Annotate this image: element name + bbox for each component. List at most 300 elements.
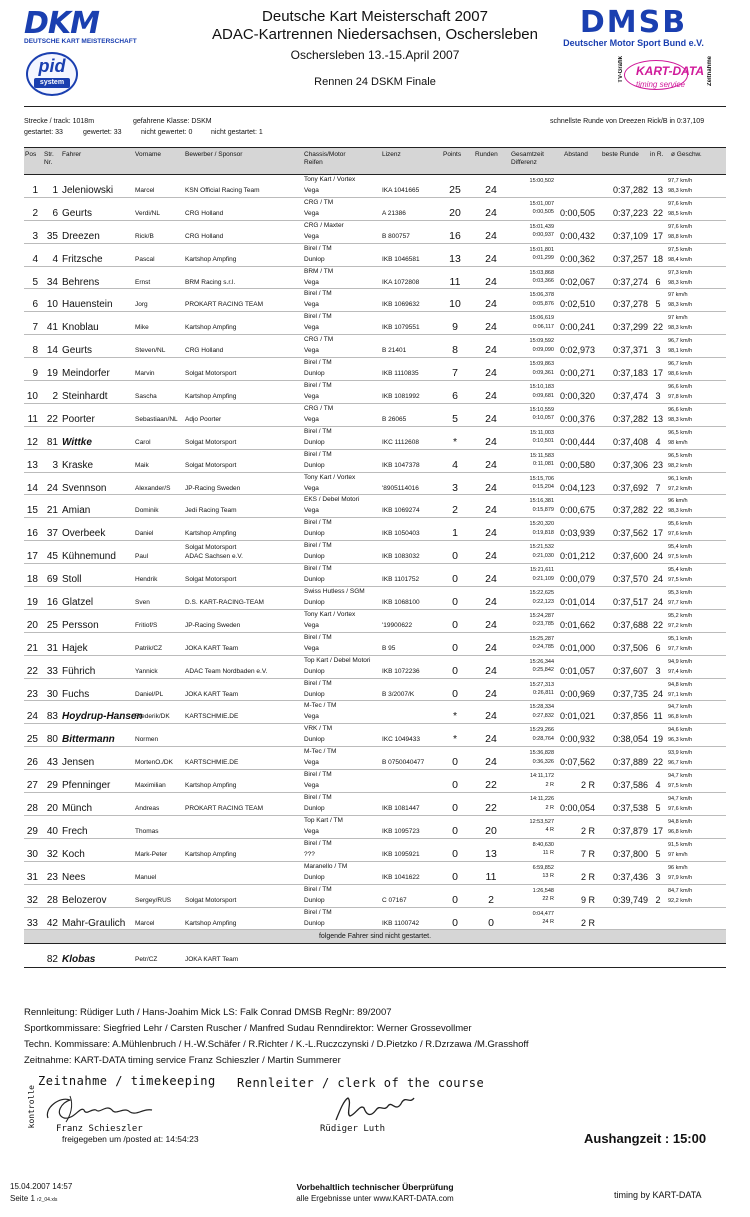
result-row [24,175,726,198]
row-first-name: Andreas [135,805,160,813]
row-driver-name: Pfenninger [62,780,111,792]
row-total-time [510,818,554,835]
row-start-number: 23 [46,871,58,883]
row-total-time-value: 15:01,439 [529,223,554,230]
row-speed-avg: 93,9 km/h [668,750,693,757]
row-gap: 0:01,662 [559,619,595,630]
row-chassis-engine: Top Kart / TM [304,816,343,824]
row-total-time [510,291,554,308]
row-speed-avg: 97,3 km/h [668,269,693,276]
row-best-lap-number: 13 [652,413,663,424]
row-position: 3 [32,230,38,242]
row-license: A 21386 [382,209,406,217]
row-speeds [668,451,722,471]
row-points: 1 [452,527,458,540]
row-laps: 24 [485,390,497,403]
row-start-number: 2 [52,391,58,403]
row-best-lap: 0:37,607 [612,665,648,676]
result-row [24,885,726,908]
result-row [24,610,726,633]
row-best-lap-number: 5 [655,803,661,814]
row-best-lap-number: 3 [655,871,661,882]
row-first-name: Alexander/S [135,484,171,492]
row-best-lap: 0:37,856 [612,711,648,722]
row-team: KSN Official Racing Team [185,187,260,194]
row-best-lap-number: 4 [655,780,661,791]
row-total-time [510,681,554,698]
row-chassis-engine: Birel / TM [304,565,332,573]
row-speeds [668,313,722,333]
row-best-lap-number: 22 [652,505,663,516]
row-speed-avg: 84,7 km/h [668,887,693,894]
row-driver-name: Meindorfer [62,368,110,380]
row-points: * [452,710,458,723]
class-driven: gefahrene Klasse: DSKM [133,118,212,125]
row-speed-avg: 94,7 km/h [668,704,693,711]
row-position: 18 [26,574,38,586]
row-chassis-engine: Birel / TM [304,244,332,252]
row-laps: 24 [485,641,497,654]
row-laps: 24 [485,573,497,586]
row-position: 22 [26,665,38,677]
row-team: KARTSCHMIE.DE [185,759,239,767]
row-difference: 0:23,785 [532,621,554,628]
row-chassis-engine: Birel / TM [304,313,332,321]
row-speed-best: 98,3 km/h [668,279,693,286]
row-first-name: Daniel [135,530,154,538]
footer-results-link[interactable]: alle Ergebnisse unter www.KART-DATA.com [296,1194,454,1203]
row-speed-best: 98,3 km/h [668,188,693,194]
row-team: Solgat Motorsport [185,576,237,584]
row-driver-name: Hajek [62,642,88,654]
row-position: 19 [26,597,38,609]
row-total-time-value: 15:15,706 [529,475,554,482]
row-driver-name: Jensen [62,757,95,769]
row-difference: 0:22,123 [532,598,554,605]
row-license: B 95 [382,644,396,652]
row-first-name: Sergey/RUS [135,896,172,904]
row-total-time [510,887,554,904]
row-chassis-engine: Birel / TM [304,519,332,527]
row-difference: 0:27,832 [532,712,554,719]
row-speed-avg: 94,7 km/h [668,773,693,780]
row-position: 17 [26,551,38,563]
row-driver-name: Koch [62,848,85,860]
row-speeds [668,840,722,860]
row-points: 0 [452,756,458,769]
row-team: CRG Holland [185,232,224,240]
row-gap: 0:00,432 [559,230,595,241]
col-gesamtzeit: Gesamtzeit Differenz [511,151,544,166]
row-license: IKB 1069274 [382,507,420,515]
row-laps: 24 [485,687,497,700]
row-laps: 24 [485,298,497,311]
row-difference: 0:11,081 [532,461,554,468]
row-tires: Dunlop [304,919,325,927]
row-laps: 24 [485,710,497,723]
row-chassis-engine: M-Tec / TM [304,702,337,710]
row-driver-name: Fuchs [62,688,90,700]
result-row [24,541,726,564]
row-tires: Vega [304,209,319,217]
row-laps: 20 [485,824,497,837]
row-best-lap-number: 22 [652,757,663,768]
row-best-lap-number: 7 [655,482,661,493]
row-tires: Dunlop [304,461,325,469]
row-chassis-engine: Birel / TM [304,382,332,390]
row-best-lap-number: 17 [652,230,663,241]
row-gap: 0:00,580 [559,459,595,470]
row-position: 10 [26,391,38,403]
kart-data-logo [618,54,713,96]
row-total-time [510,383,554,400]
row-tires: Vega [304,415,319,423]
row-total-time [510,795,554,812]
row-team: JP-Racing Sweden [185,621,241,629]
officials-stewards: Sportkommissare: Siegfried Lehr / Carsten Ruscher / Manfred Sudau Renndirektor: Werner Grossevollmer [24,1023,472,1034]
row-position: 16 [26,528,38,540]
row-best-lap-number: 24 [652,597,663,608]
row-chassis-engine: Birel / TM [304,885,332,893]
row-chassis-engine: CRG / TM [304,336,334,344]
row-gap: 9 R [580,894,595,905]
row-speed-avg: 95,4 km/h [668,544,693,551]
result-row [24,564,726,587]
row-driver-name: Jeleniowski [62,185,114,196]
row-tires: ??? [304,850,315,858]
row-speed-best: 98 km/h [668,439,688,446]
row-license: IKB 1101752 [382,576,420,584]
row-speed-best: 98,4 km/h [668,256,693,263]
row-points: 0 [452,550,458,563]
row-speed-avg: 94,6 km/h [668,727,693,734]
officials-timekeeping: Zeitnahme: KART-DATA timing service Franz Schieszler / Martin Summerer [24,1055,341,1066]
row-speed-best: 97,7 km/h [668,645,693,652]
row-license: C 07167 [382,896,407,904]
result-row [24,312,726,335]
row-total-time [510,360,554,377]
row-first-name: MortenO./DK [135,759,173,767]
row-speeds [668,611,722,631]
result-row [24,404,726,427]
row-start-number: 10 [46,299,58,311]
row-total-time-value: 15:03,868 [529,269,554,276]
row-laps: 0 [488,916,494,929]
fastest-lap: schnellste Runde von Dreezen Rick/B in 0:37,109 [550,118,705,125]
row-total-time-value: 15:16,381 [529,498,554,505]
row-position: 8 [32,345,38,357]
row-chassis-engine: Birel / TM [304,633,332,641]
track-length: Strecke / track: 1018m [24,118,95,125]
result-row [24,244,726,267]
row-license: IKB 1041622 [382,873,420,881]
row-total-time [510,177,554,186]
row-total-time-value: 15:26,344 [529,658,554,665]
event-subtitle: ADAC-Kartrennen Niedersachsen, Oschersleben [212,26,538,43]
row-chassis-engine: VRK / TM [304,725,333,733]
row-difference: 0:06,117 [532,323,554,330]
row-total-time-value: 15:24,287 [529,612,554,619]
row-speed-avg: 91,5 km/h [668,841,693,848]
row-gap: 0:00,362 [559,253,595,264]
row-tires: Dunlop [304,805,325,813]
row-tires: Vega [304,644,319,652]
row-difference: 0:26,811 [532,690,554,697]
row-laps: 24 [485,206,497,219]
row-driver-name: Stoll [62,574,82,586]
row-best-lap: 0:39,749 [612,894,648,905]
row-best-lap: 0:37,517 [612,597,648,608]
row-points: 11 [449,275,461,288]
row-license: B 3/2007/K [382,690,415,698]
row-first-name: Marvin [135,370,155,378]
row-total-time [510,497,554,514]
row-driver-name: Nees [62,871,86,883]
row-driver-name: Bittermann [62,734,115,746]
row-chassis-engine: Birel / TM [304,290,332,298]
row-start-number: 20 [46,803,58,815]
results-table [24,147,726,968]
row-first-name: Pascal [135,255,155,263]
row-laps: 13 [485,847,497,860]
row-total-time-value: 15:11,003 [529,429,554,436]
row-driver-name: Geurts [62,207,93,219]
officials-block [24,1005,724,1069]
row-best-lap-number: 17 [652,825,663,836]
officials-race-control: Rennleitung: Rüdiger Luth / Hans-Joahim Mick LS: Falk Conrad DMSB RegNr: 89/2007 [24,1007,392,1018]
row-driver-name: Steinhardt [62,391,108,403]
row-speeds [668,222,722,242]
row-team: ADAC Team Nordbaden e.V. [185,667,268,675]
row-total-time [510,635,554,652]
row-license: IKB 1081992 [382,393,420,401]
row-total-time [510,910,554,927]
row-start-number: 40 [46,825,58,837]
row-total-time [510,566,554,583]
col-runden: Runden [475,151,498,158]
row-points: 0 [452,596,458,609]
dkm-logo [24,8,144,45]
dmsb-logo-subtitle: Deutscher Motor Sport Bund e.V. [563,38,704,48]
row-difference: 13 R [542,873,554,880]
footer-date: 15.04.2007 14:57 [10,1182,73,1191]
row-points: 3 [452,481,458,494]
row-difference: 0:03,366 [532,278,554,285]
row-speed-avg: 95,2 km/h [668,612,693,619]
result-row [24,770,726,793]
row-speed-avg: 97,7 km/h [668,178,693,184]
row-points: 10 [449,298,461,311]
row-first-name: Mark-Peter [135,850,168,858]
dmsb-logo [546,5,721,48]
result-row [24,633,726,656]
row-license: IKB 1095723 [382,827,420,835]
row-best-lap-number: 5 [655,299,661,310]
dmsb-logo-text: DMSB [579,5,688,40]
row-start-number: 1 [52,185,58,196]
row-start-number: 25 [46,619,58,631]
row-team: Kartshop Ampfing [185,782,237,790]
row-total-time-value: 15:21,532 [529,544,554,551]
row-tires: Vega [304,347,319,355]
row-team: Kartshop Ampfing [185,919,237,927]
row-speeds [668,863,722,883]
row-total-time-value: 8:40,630 [532,841,554,848]
col-in-r: in R. [650,151,664,158]
row-driver-name: Persson [62,619,99,631]
row-start-number: 37 [46,528,58,540]
row-team: PROKART RACING TEAM [185,301,264,309]
row-gap: 0:01,057 [559,665,595,676]
row-team: Kartshop Ampfing [185,255,237,263]
clerk-of-course-title: Rennleiter / clerk of the course [237,1076,485,1090]
row-best-lap-number: 4 [655,436,661,447]
row-driver-name: Hauenstein [62,299,113,311]
row-position: 23 [26,688,38,700]
row-driver-name: Dreezen [62,230,100,242]
row-team: Jedi Racing Team [185,507,237,515]
row-speed-best: 97,5 km/h [668,554,693,561]
row-first-name: Rick/B [135,232,154,240]
row-start-number: 16 [46,597,58,609]
row-best-lap: 0:37,183 [612,368,648,379]
row-points: 0 [452,641,458,654]
row-difference: 0:15,204 [532,484,554,491]
row-first-name: Frederik/DK [135,713,170,721]
row-speed-best: 98,2 km/h [668,462,693,469]
row-points: 0 [452,824,458,837]
row-points: 0 [452,847,458,860]
row-gap: 0:00,932 [559,734,595,745]
row-points: 0 [452,573,458,586]
row-best-lap: 0:37,889 [612,757,648,768]
row-team: Solgat Motorsport [185,438,237,446]
row-speed-avg: 94,9 km/h [668,658,693,665]
row-points: 6 [452,390,458,403]
row-license: IKB 1110835 [382,370,419,378]
row-total-time-value: 15:20,320 [529,521,554,528]
row-best-lap-number: 22 [652,619,663,630]
table-header [24,147,726,175]
row-speeds [668,176,722,196]
row-position: 7 [32,322,38,334]
row-total-time-value: 15:22,625 [529,590,554,597]
row-tires: Vega [304,507,319,515]
row-team: Adjo Poorter [185,415,222,423]
row-first-name: Paul [135,553,149,561]
row-best-lap: 0:37,223 [612,207,648,218]
row-chassis-engine: Tony Kart / Vortex [304,473,356,481]
row-start-number: 24 [46,482,58,494]
row-difference: 4 R [545,827,554,834]
row-best-lap-number: 17 [652,528,663,539]
row-best-lap-number: 11 [653,711,663,722]
footer-file-name: r2_04.xls [37,1197,58,1203]
row-license: IKB 1050403 [382,530,420,538]
row-license: '8905114016 [382,484,419,492]
row-speeds [668,245,722,265]
row-difference: 0:00,505 [532,209,554,216]
row-start-number: 43 [46,757,58,769]
row-tires: Dunlop [304,599,325,607]
row-start-number: 22 [46,413,58,425]
row-driver-name: Belozerov [62,894,107,906]
row-tires: Dunlop [304,667,325,675]
row-position: 9 [32,368,38,380]
row-first-name: Verdi/NL [135,209,160,217]
row-difference: 0:10,057 [532,415,554,422]
row-points: 8 [452,344,458,357]
row-speed-best: 96,7 km/h [668,760,693,767]
zeitnahme-label: Zeitnahme [707,56,713,87]
row-speed-best: 97,5 km/h [668,783,693,790]
row-difference: 11 R [542,850,554,857]
row-total-time [510,772,554,789]
row-license: IKA 1072808 [382,278,420,286]
row-gap: 2 R [580,917,595,928]
posted-at: freigegeben um /posted at: 14:54:23 [62,1134,199,1144]
row-position: 12 [26,436,38,448]
col-lizenz: Lizenz [382,151,401,158]
dns-team: JOKA KART Team [185,956,239,964]
row-first-name: Hendrik [135,576,158,584]
event-location-date: Oschersleben 13.-15.April 2007 [290,48,460,62]
row-tires: Vega [304,827,319,835]
row-chassis-engine: CRG / TM [304,198,334,206]
row-best-lap: 0:37,474 [612,391,648,402]
row-total-time-value: 15:10,183 [529,384,554,391]
row-speed-best: 97,1 km/h [668,691,693,698]
row-speeds [668,268,722,288]
row-speeds [668,382,722,402]
row-speed-avg: 97,6 km/h [668,223,693,230]
row-speed-best: 98,6 km/h [668,371,693,378]
row-position: 26 [26,757,38,769]
row-speed-best: 97,2 km/h [668,622,693,629]
row-difference: 22 R [542,896,554,903]
row-gap: 7 R [580,848,595,859]
row-position: 4 [32,253,38,265]
row-points: 0 [452,916,458,929]
row-speed-avg: 96,1 km/h [668,475,693,482]
row-speeds [668,519,722,539]
row-speed-avg: 97 km/h [668,292,688,299]
row-chassis-engine: Birel / TM [304,908,332,916]
row-chassis-engine: EKS / Debel Motori [304,496,360,504]
results-rows [24,175,726,930]
row-license: IKB 1068100 [382,599,420,607]
row-driver-name: Münch [62,803,93,815]
row-best-lap-number: 3 [655,665,661,676]
row-speeds [668,199,722,219]
row-speeds [668,428,722,448]
row-speed-avg: 96,5 km/h [668,452,693,459]
row-license: '19900622 [382,621,413,629]
row-team: JOKA KART Team [185,690,239,698]
row-team: JP-Racing Sweden [185,484,241,492]
row-first-name: Marcel [135,187,155,194]
row-gap: 0:04,123 [559,482,595,493]
row-tires: Dunlop [304,690,325,698]
row-speeds [668,725,722,745]
started-count: gestartet: 33 [24,129,63,136]
row-driver-name: Overbeek [62,528,106,540]
row-laps: 24 [485,184,497,196]
row-difference: 0:15,879 [532,506,554,513]
row-speed-avg: 97,5 km/h [668,246,693,253]
row-points: 20 [449,206,461,219]
row-speed-best: 92,2 km/h [668,897,693,904]
